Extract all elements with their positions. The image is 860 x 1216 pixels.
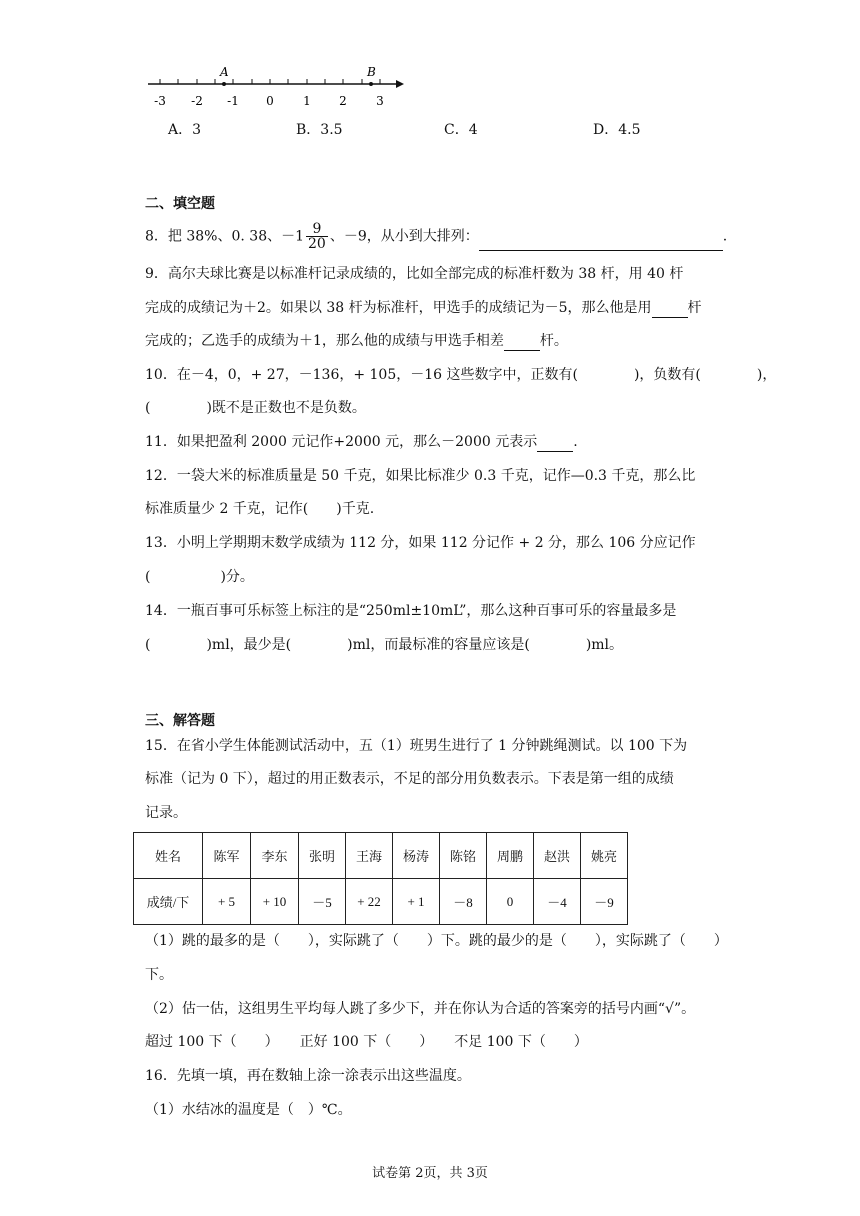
point-b-dot	[369, 82, 373, 86]
table-cell: 张明	[299, 833, 346, 879]
q9-line3	[145, 331, 568, 351]
answer-blank[interactable]	[652, 303, 688, 318]
q8-suffix: 、－9，从小到大排列：	[329, 228, 479, 245]
q15-line2: 标准（记为 0 下），超过的用正数表示，不足的部分用负数表示。下表是第一组的成绩	[145, 771, 674, 787]
option-b[interactable]: B．3.5	[296, 122, 343, 138]
q13-line1: 13．小明上学期期末数学成绩为 112 分，如果 112 分记作 + 2 分，那么 106 分应记作	[145, 535, 696, 551]
number-line	[140, 62, 410, 112]
q16-line1: 16．先填一填，再在数轴上涂一涂表示出这些温度。	[145, 1068, 471, 1084]
tick-label: -3	[154, 94, 166, 108]
question-8	[145, 222, 727, 251]
table-cell: 姚亮	[581, 833, 628, 879]
q9-line2-text: 完成的成绩记为＋2。如果以 38 杆为标准杆，甲选手的成绩记为－5，那么他是用	[145, 300, 652, 316]
table-cell: 王海	[346, 833, 393, 879]
table-cell: + 5	[203, 879, 251, 925]
table-cell: 李东	[251, 833, 299, 879]
table-cell: 陈铭	[440, 833, 487, 879]
q12-line2: 标准质量少 2 千克，记作( )千克.	[145, 501, 375, 517]
fraction	[306, 222, 328, 251]
q14-line1: 14．一瓶百事可乐标签上标注的是“250ml±10mL”，那么这种百事可乐的容量最多是	[145, 603, 677, 619]
q9-line3-end: 杆。	[539, 333, 568, 349]
table-cell: －9	[581, 879, 628, 925]
q14-line2: ( )ml，最少是( )ml，而最标准的容量应该是( )ml。	[145, 637, 624, 653]
section3-title: 三、解答题	[145, 713, 215, 729]
table-cell: 赵洪	[534, 833, 581, 879]
q9-line2-end: 杆	[687, 300, 702, 316]
q9-line1: 9．高尔夫球比赛是以标准杆记录成绩的，比如全部完成的标准杆数为 38 杆，用 40 杆	[145, 266, 684, 282]
tick-label: 2	[339, 94, 347, 108]
answer-blank[interactable]	[537, 437, 573, 452]
table-row	[134, 879, 628, 925]
point-a-label: A	[220, 65, 229, 79]
section2-title: 二、填空题	[145, 196, 215, 212]
table-cell: －4	[534, 879, 581, 925]
point-a-dot	[222, 82, 226, 86]
option-c[interactable]: C．4	[444, 122, 478, 138]
score-table	[133, 832, 628, 925]
table-cell: + 1	[393, 879, 440, 925]
fraction-denominator: 20	[308, 236, 326, 252]
answer-blank[interactable]	[504, 336, 540, 351]
q15-sub2-line2: 超过 100 下（ ） 正好 100 下（ ） 不足 100 下（ ）	[145, 1034, 588, 1050]
option-d[interactable]: D．4.5	[593, 122, 641, 138]
tick-label: -1	[227, 94, 239, 108]
table-cell: 周鹏	[487, 833, 534, 879]
table-cell: －8	[440, 879, 487, 925]
tick-label: -2	[191, 94, 203, 108]
q15-line1: 15．在省小学生体能测试活动中，五（1）班男生进行了 1 分钟跳绳测试。以 100 下为	[145, 738, 688, 754]
question-11	[145, 432, 578, 452]
q10-line2: ( )既不是正数也不是负数。	[145, 400, 366, 416]
q11-text: 11．如果把盈利 2000 元记作+2000 元，那么－2000 元表示	[145, 434, 538, 450]
q12-line1: 12．一袋大米的标准质量是 50 千克，如果比标准少 0.3 千克，记作—0.3 千克，那么比	[145, 468, 696, 484]
option-a[interactable]: A．3	[168, 122, 202, 138]
q8-end: .	[722, 228, 728, 245]
fraction-numerator: 9	[306, 222, 328, 237]
table-cell: 杨涛	[393, 833, 440, 879]
table-header-row	[134, 833, 628, 879]
point-b-label: B	[367, 65, 376, 79]
page-footer: 试卷第 2页，共 3页	[372, 1166, 488, 1181]
answer-blank[interactable]	[479, 236, 723, 251]
table-cell: + 10	[251, 879, 299, 925]
table-cell: + 22	[346, 879, 393, 925]
q15-sub2-line1: （2）估一估，这组男生平均每人跳了多少下，并在你认为合适的答案旁的括号内画“√”。	[145, 1001, 696, 1017]
q9-line2	[145, 298, 702, 318]
q13-line2: ( )分。	[145, 569, 254, 585]
table-cell: －5	[299, 879, 346, 925]
table-cell: 姓名	[134, 833, 203, 879]
q15-line3: 记录。	[145, 805, 187, 821]
q10-line1: 10．在－4，0，+ 27，－136，+ 105，－16 这些数字中，正数有( )，负数有( )，	[145, 367, 777, 383]
q15-sub1-line1: （1）跳的最多的是（ ），实际跳了（ ）下。跳的最少的是（ ），实际跳了（ ）	[145, 933, 728, 949]
q9-line3-text: 完成的；乙选手的成绩为＋1，那么他的成绩与甲选手相差	[145, 333, 504, 349]
q8-prefix: 8．把 38%、0. 38、－1	[145, 228, 305, 245]
tick-label: 3	[376, 94, 384, 108]
table-cell: 0	[487, 879, 534, 925]
q15-sub1-line2: 下。	[145, 967, 173, 983]
q11-end: .	[573, 434, 578, 450]
table-cell: 成绩/下	[134, 879, 203, 925]
tick-label: 0	[266, 94, 274, 108]
table-cell: 陈军	[203, 833, 251, 879]
tick-label: 1	[303, 94, 311, 108]
q16-sub1: （1）水结冰的温度是（ ）℃。	[145, 1102, 352, 1118]
